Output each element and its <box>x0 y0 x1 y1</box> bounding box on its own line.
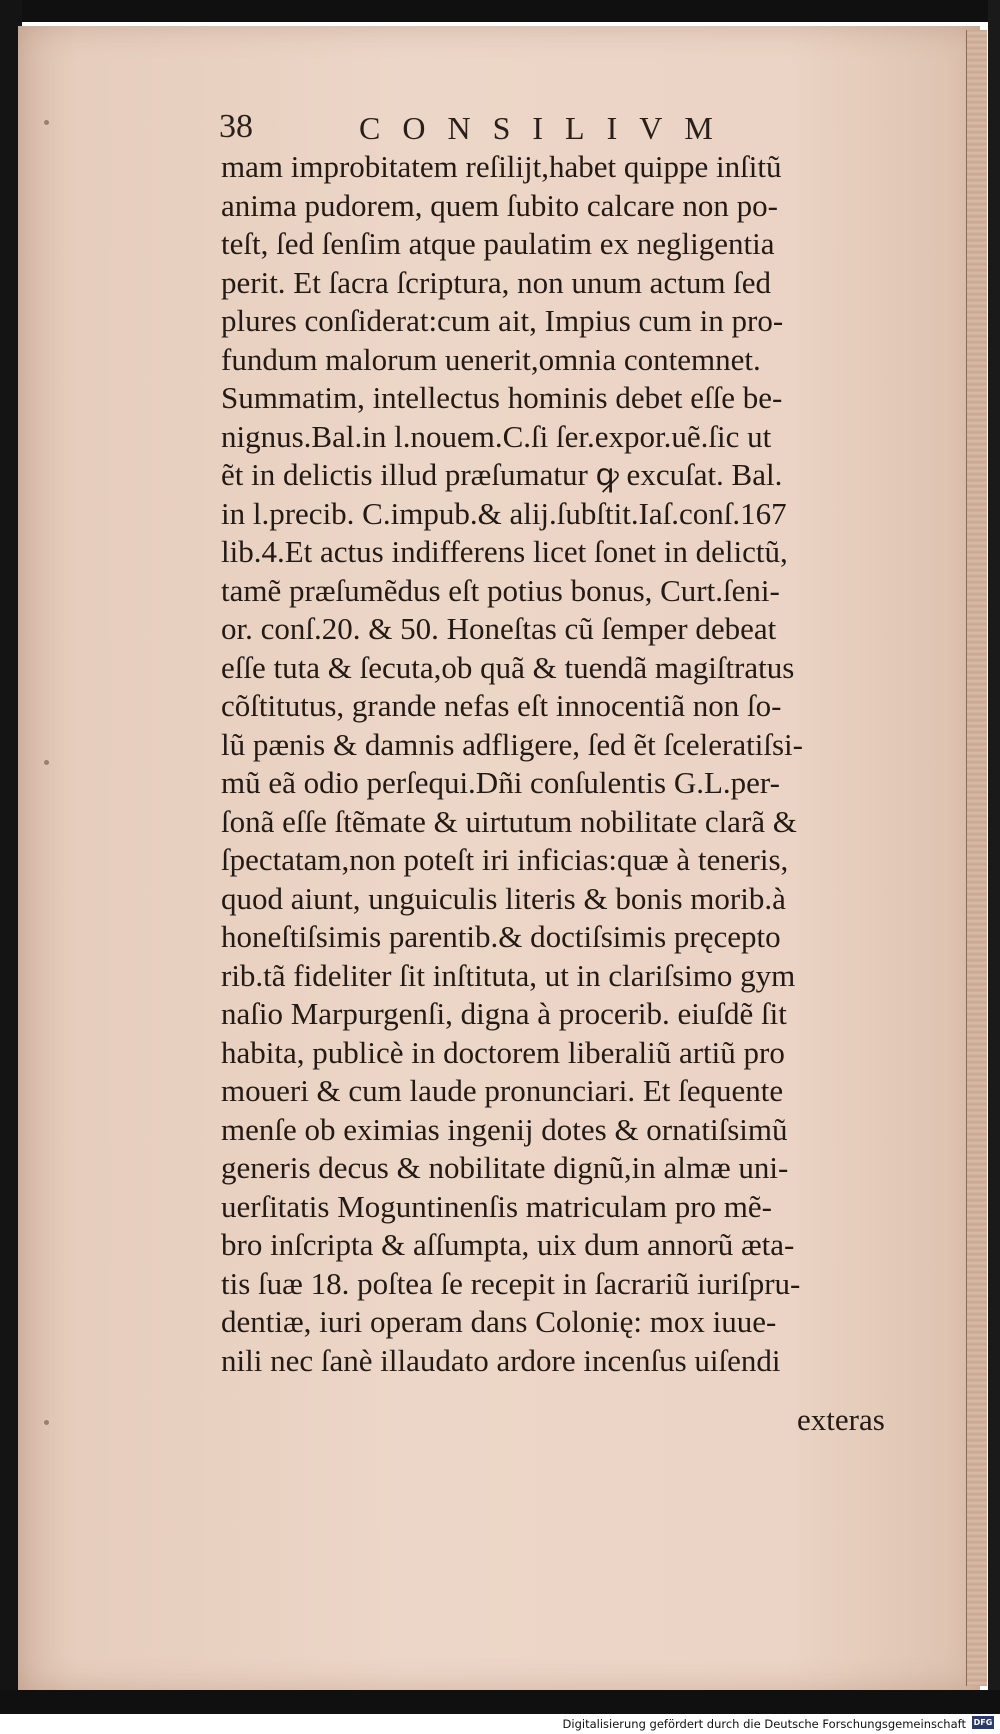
running-head: CONSILIVM <box>359 110 735 146</box>
text-line: teſt, ſed ſenſim atque paulatim ex negligentia <box>221 226 775 261</box>
text-line: ẽt in delictis illud præſumatur ꝙ excuſat. Bal. <box>221 457 783 492</box>
text-line: tis ſuæ 18. poſtea ſe recepit in ſacrariũ iuriſpru- <box>221 1265 801 1301</box>
text-line: lib.4.Et actus indifferens licet ſonet in delictũ, <box>221 534 788 569</box>
catchword: exteras <box>797 1402 885 1437</box>
page-number: 38 <box>219 108 253 145</box>
text-line: dentiæ, iuri operam dans Colonię: mox iuue- <box>221 1304 777 1339</box>
margin-mark <box>44 760 49 765</box>
text-line: generis decus & nobilitate dignũ,in almæ uni- <box>221 1150 789 1185</box>
text-line: ſpectatam,non poteſt iri inficias:quæ à teneris, <box>221 842 789 877</box>
text-line: fundum malorum uenerit,omnia contemnet. <box>221 341 761 377</box>
text-line: tamẽ præſumẽdus eſt potius bonus, Curt.ſeni- <box>221 572 780 608</box>
text-line: perit. Et ſacra ſcriptura, non unum actum ſed <box>221 264 772 300</box>
credit-text: Digitalisierung gefördert durch die Deutsche Forschungsgemeinschaft <box>562 1717 966 1731</box>
text-line: mũ eã odio perſequi.Dñi conſulentis G.L.per- <box>221 765 780 800</box>
text-line: nili nec ſanè illaudato ardore incenſus uiſendi <box>221 1342 781 1378</box>
text-line: menſe ob eximias ingenij dotes & ornatiſsimũ <box>221 1111 788 1147</box>
body-text <box>221 148 921 1380</box>
text-line: plures conſiderat:cum ait, Impius cum in pro- <box>221 303 784 338</box>
scan-right-border <box>988 0 1000 1714</box>
text-line: moueri & cum laude pronunciari. Et ſequente <box>221 1073 784 1108</box>
text-line: nignus.Bal.in l.nouem.C.ſi ſer.expor.uẽ.ſic ut <box>221 418 772 454</box>
text-line: habita, publicè in doctorem liberaliũ artiũ pro <box>221 1034 785 1070</box>
digitization-credit <box>0 1714 1000 1734</box>
dfg-logo: DFG <box>973 1718 993 1727</box>
text-line: quod aiunt, unguiculis literis & bonis morib.à <box>221 880 786 916</box>
scan-top-border <box>0 0 1000 22</box>
text-line: uerſitatis Moguntinenſis matriculam pro mẽ- <box>221 1188 772 1224</box>
text-line: in l.precib. C.impub.& alij.ſubſtit.Iaſ.conſ.167 <box>221 495 787 531</box>
text-line: bro inſcripta & aſſumpta, uix dum annorũ ætа- <box>221 1227 795 1262</box>
text-line: Summatim, intellectus hominis debet eſſe be- <box>221 380 783 415</box>
text-line: ſonã eſſe ſtẽmate & uirtutum nobilitate clarã & <box>221 803 797 839</box>
margin-mark <box>44 120 49 125</box>
text-line: lũ pænis & damnis adfligere, ſed ẽt ſceleratiſsi- <box>221 726 803 762</box>
text-line: naſio Marpurgenſi, digna à procerib. eiuſdẽ ſit <box>221 996 787 1031</box>
page-fore-edge <box>966 30 987 1686</box>
text-line: anima pudorem, quem ſubito calcare non po- <box>221 187 778 223</box>
text-line: rib.tã fideliter ſit inſtituta, ut in clariſsimo gym <box>221 957 796 993</box>
text-line: or. conſ.20. & 50. Honeſtas cũ ſemper debeat <box>221 611 777 646</box>
text-line: cõſtitutus, grande nefas eſt innocentiã non ſo- <box>221 688 782 723</box>
text-line: honeſtiſsimis parentib.& doctiſsimis pręcepto <box>221 919 781 954</box>
scan-bottom-border <box>0 1690 1000 1714</box>
text-line: mam improbitatem reſilijt,habet quippe inſitũ <box>221 149 782 184</box>
text-line: eſſe tuta & ſecuta,ob quã & tuendã magiſtratus <box>221 649 795 685</box>
margin-mark <box>44 1420 49 1425</box>
